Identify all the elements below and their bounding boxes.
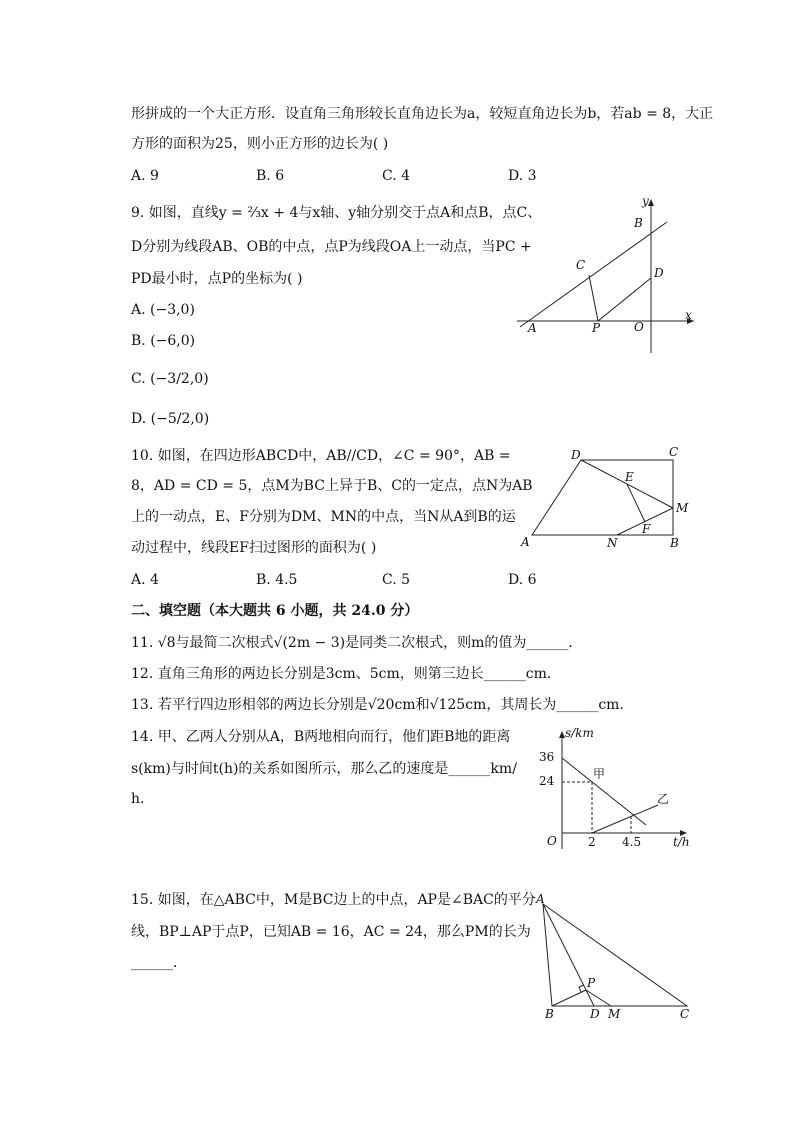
q14-line3: h．	[131, 791, 155, 807]
q14-label-jia: 甲	[593, 767, 606, 781]
q14-label-s: s/km	[565, 726, 594, 740]
q9-figure	[512, 195, 702, 357]
q10-label-a: A	[521, 535, 530, 549]
q10-label-b: B	[670, 536, 679, 550]
q10-label-m: M	[676, 501, 689, 515]
q14-line2: s(km)与时间t(h)的关系如图所示，那么乙的速度是______km/	[131, 761, 517, 777]
q14-label-2: 2	[588, 835, 596, 849]
q10-label-c: C	[669, 445, 679, 459]
q14-label-4-5: 4.5	[622, 835, 642, 849]
q9-option-c: C. (−3/2,0)	[131, 371, 209, 387]
section-2-heading: 二、填空题（本大题共 6 小题，共 24.0 分）	[131, 603, 419, 619]
q10-figure	[515, 442, 695, 552]
q9-label-b: B	[634, 216, 643, 230]
q8-option-a: A. 9	[131, 168, 159, 184]
q8-line1: 形拼成的一个大正方形．设直角三角形较长直角边长为a，较短直角边长为b，若ab = 8，大正	[131, 106, 714, 122]
q9-option-b: B. (−6,0)	[131, 333, 196, 349]
q14-label-24: 24	[539, 774, 555, 788]
q15-label-a: A	[536, 892, 545, 906]
q15-label-c: C	[680, 1007, 690, 1021]
q15-label-b: B	[545, 1007, 554, 1021]
q10-option-d: D. 6	[508, 572, 537, 588]
q9-label-c: C	[576, 258, 586, 272]
q15-label-d: D	[590, 1007, 600, 1021]
q9-label-d: D	[654, 266, 664, 280]
q14-label-yi: 乙	[657, 792, 670, 806]
q8-option-b: B. 6	[256, 168, 285, 184]
q9-label-y: y	[642, 195, 649, 208]
q10-label-f: F	[642, 522, 651, 536]
q9-line1: 9. 如图，直线y = ⅔x + 4与x轴、y轴分别交于点A和点B，点C、	[131, 205, 542, 221]
q10-option-c: C. 5	[382, 572, 411, 588]
q10-label-d: D	[571, 448, 581, 462]
q8-option-c: C. 4	[382, 168, 411, 184]
q9-label-x: x	[685, 308, 692, 322]
q15-line3: ______．	[131, 955, 187, 971]
q14-figure	[525, 725, 695, 853]
q9-line2: D分别为线段AB、OB的中点，点P为线段OA上一动点，当PC +	[131, 239, 532, 255]
q10-option-a: A. 4	[131, 572, 159, 588]
q15-line2: 线，BP⊥AP于点P，已知AB = 16，AC = 24，那么PM的长为	[131, 924, 531, 940]
q9-option-d: D. (−5/2,0)	[131, 411, 210, 427]
q14-line1: 14. 甲、乙两人分别从A，B两地相向而行，他们距B地的距离	[131, 729, 511, 745]
q9-label-o: O	[634, 320, 644, 334]
q10-label-e: E	[625, 470, 634, 484]
q9-option-a: A. (−3,0)	[131, 302, 195, 318]
q14-label-o: O	[547, 834, 557, 848]
q13: 13. 若平行四边形相邻的两边长分别是√20cm和√125cm，其周长为______cm．	[131, 697, 634, 713]
q10-line1: 10. 如图，在四边形ABCD中，AB//CD，∠C = 90°，AB =	[131, 448, 511, 464]
q8-option-d: D. 3	[508, 168, 537, 184]
q9-label-p: P	[592, 321, 601, 335]
q8-line2: 方形的面积为25，则小正方形的边长为( )	[131, 136, 389, 152]
q15-line1: 15. 如图，在△ABC中，M是BC边上的中点，AP是∠BAC的平分	[131, 892, 536, 908]
q12: 12. 直角三角形的两边长分别是3cm、5cm，则第三边长______cm．	[131, 666, 561, 682]
q10-line2: 8，AD = CD = 5，点M为BC上异于B、C的一定点，点N为AB	[131, 478, 533, 494]
q10-label-n: N	[607, 536, 618, 550]
q11: 11. √8与最简二次根式√(2m − 3)是同类二次根式，则m的值为______．	[131, 635, 583, 651]
q14-label-t: t/h	[673, 835, 690, 849]
q10-line4: 动过程中，线段EF扫过图形的面积为( )	[131, 540, 377, 556]
q9-line3: PD最小时，点P的坐标为( )	[131, 271, 303, 287]
q10-line3: 上的一动点，E、F分别为DM、MN的中点，当N从A到B的运	[131, 509, 516, 525]
q15-figure	[530, 892, 700, 1024]
q15-label-p: P	[587, 976, 596, 990]
q9-label-a: A	[528, 321, 537, 335]
q10-option-b: B. 4.5	[256, 572, 298, 588]
q15-label-m: M	[608, 1007, 621, 1021]
q14-label-36: 36	[539, 750, 555, 764]
